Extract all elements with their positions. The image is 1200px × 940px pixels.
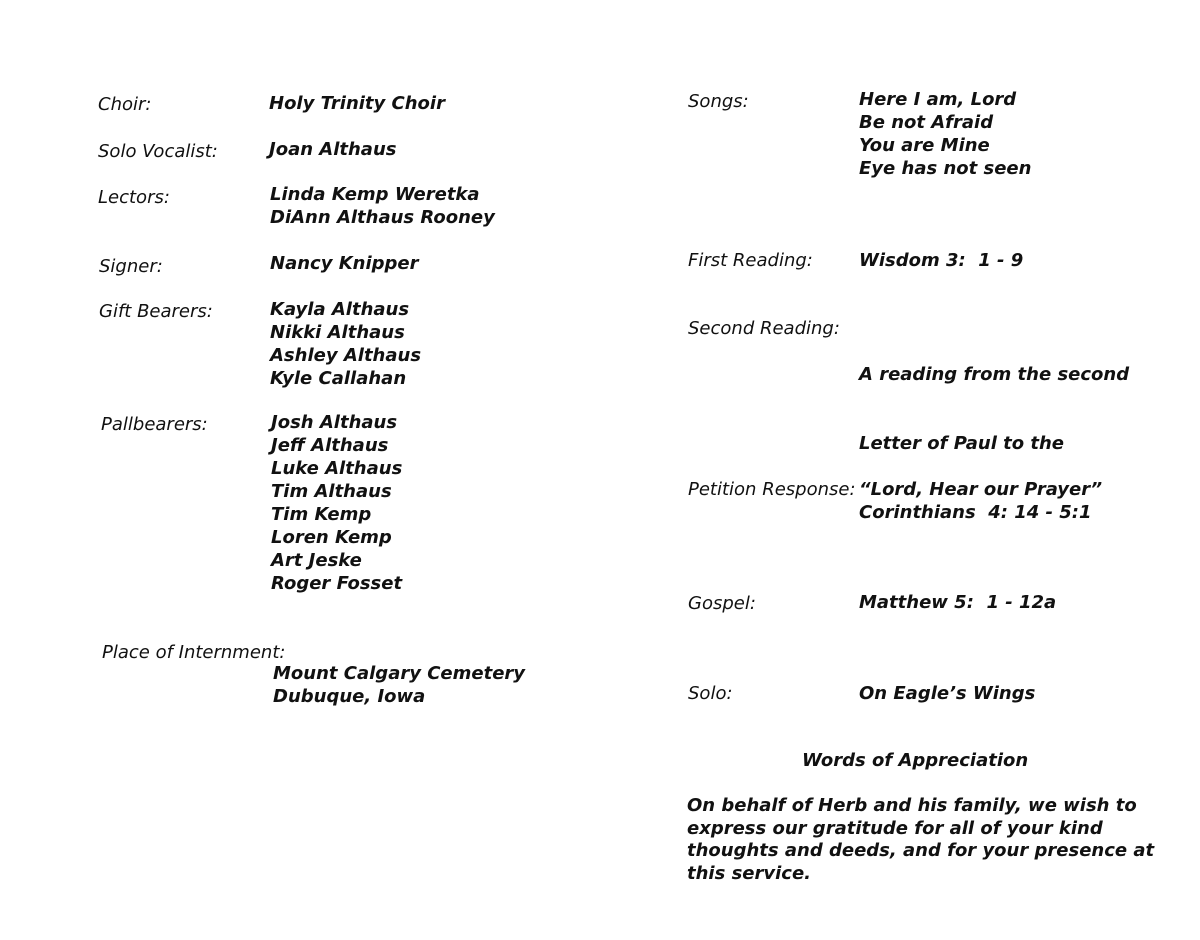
song-title: Be not Afraid — [859, 112, 994, 133]
petition-response-label: Petition Response: — [688, 479, 856, 500]
first-reading-value: Wisdom 3: 1 - 9 — [859, 250, 1024, 271]
internment-line: Mount Calgary Cemetery — [273, 663, 526, 684]
appreciation-line: express our gratitude for all of your kind — [687, 817, 1103, 839]
appreciation-line: On behalf of Herb and his family, we wish to — [687, 795, 1137, 816]
lectors-list — [270, 183, 495, 229]
lectors-label: Lectors: — [98, 187, 170, 208]
lector-name: Linda Kemp Weretka — [270, 184, 480, 205]
internment-label: Place of Internment: — [102, 642, 286, 663]
solo-vocalist-value: Joan Althaus — [269, 139, 397, 160]
song-title: Here I am, Lord — [859, 89, 1017, 110]
pallbearer-name: Loren Kemp — [271, 527, 392, 548]
songs-label: Songs: — [688, 91, 749, 112]
petition-response-value: “Lord, Hear our Prayer” — [859, 479, 1103, 500]
pallbearer-name: Luke Althaus — [271, 458, 403, 479]
gift-bearer-name: Kyle Callahan — [270, 368, 407, 389]
first-reading-label: First Reading: — [688, 250, 813, 271]
pallbearer-name: Josh Althaus — [271, 412, 398, 433]
pallbearers-list — [271, 411, 402, 595]
gospel-value: Matthew 5: 1 - 12a — [859, 592, 1057, 613]
gift-bearer-name: Nikki Althaus — [270, 322, 405, 343]
pallbearer-name: Jeff Althaus — [271, 435, 389, 456]
song-title: Eye has not seen — [859, 158, 1032, 179]
gift-bearer-name: Kayla Althaus — [270, 299, 410, 320]
solo-value: On Eagle’s Wings — [859, 683, 1036, 704]
lector-name: DiAnn Althaus Rooney — [270, 207, 495, 228]
gift-bearers-label: Gift Bearers: — [99, 301, 213, 322]
choir-label: Choir: — [98, 94, 152, 115]
signer-value: Nancy Knipper — [270, 253, 419, 274]
second-reading-value — [859, 317, 1129, 547]
pallbearer-name: Art Jeske — [271, 550, 362, 571]
appreciation-line: thoughts and deeds, and for your presence at — [687, 840, 1155, 861]
choir-value: Holy Trinity Choir — [269, 93, 445, 114]
internment-line: Dubuque, Iowa — [273, 686, 426, 707]
second-reading-line: Corinthians 4: 14 - 5:1 — [859, 502, 1092, 523]
pallbearers-label: Pallbearers: — [101, 414, 208, 435]
pallbearer-name: Tim Althaus — [271, 481, 392, 502]
solo-label: Solo: — [688, 683, 733, 704]
appreciation-heading: Words of Appreciation — [802, 750, 1029, 771]
gift-bearers-list — [270, 298, 421, 390]
solo-vocalist-label: Solo Vocalist: — [98, 141, 218, 162]
second-reading-line: A reading from the second — [859, 364, 1130, 385]
pallbearer-name: Tim Kemp — [271, 504, 372, 525]
gift-bearer-name: Ashley Althaus — [270, 345, 422, 366]
gospel-label: Gospel: — [688, 593, 756, 614]
song-title: You are Mine — [859, 135, 990, 156]
internment-place — [273, 662, 525, 708]
appreciation-line: this service. — [687, 862, 811, 884]
second-reading-label: Second Reading: — [688, 318, 840, 339]
signer-label: Signer: — [99, 256, 163, 277]
pallbearer-name: Roger Fosset — [271, 573, 403, 594]
second-reading-line: Letter of Paul to the — [859, 433, 1065, 454]
songs-list — [859, 88, 1031, 180]
appreciation-text — [687, 795, 1154, 885]
